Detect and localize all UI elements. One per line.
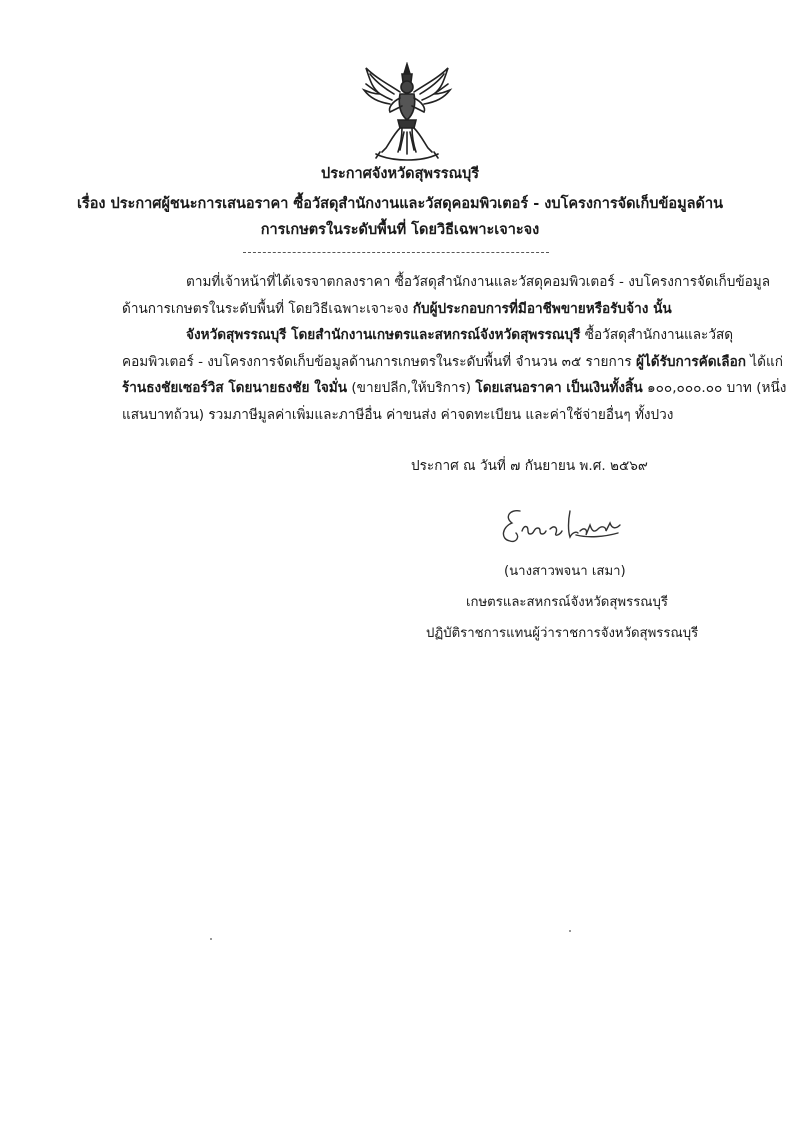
- p2-line2-part3: ได้แก่: [745, 354, 783, 370]
- p1-line2-part2: กับผู้ประกอบการที่มีอาชีพขายหรือรับจ้าง นั้น: [412, 301, 672, 317]
- p2-vendor: ร้านธงชัยเซอร์วิส โดยนายธงชัย ใจมั่น: [122, 380, 348, 396]
- subject-line-2: การเกษตรในระดับพื้นที่ โดยวิธีเฉพาะเจาะจง: [260, 222, 540, 238]
- scan-speck: [569, 930, 571, 932]
- body-p2-line3: [122, 376, 786, 398]
- announcement-date: ประกาศ ณ วันที่ ๗ กันยายน พ.ศ. ๒๕๖๙: [411, 458, 648, 474]
- p2-line2-part1: คอมพิวเตอร์ - งบโครงการจัดเก็บข้อมูลด้านการเกษตรในระดับพื้นที่ จำนวน ๓๕ รายการ: [122, 354, 636, 370]
- body-p2-line2: [122, 350, 783, 372]
- body-p1-line2: [122, 297, 672, 319]
- subject-line-1: เรื่อง ประกาศผู้ชนะการเสนอราคา ซื้อวัสดุสำนักงานและวัสดุคอมพิวเตอร์ - งบโครงการจัดเก็บข้อมูลด้าน: [76, 196, 724, 212]
- body-p1-line1: ตามที่เจ้าหน้าที่ได้เจรจาตกลงราคา ซื้อวัสดุสำนักงานและวัสดุคอมพิวเตอร์ - งบโครงการจัดเก็บข้อมูล: [186, 274, 771, 290]
- body-p2-line1: [186, 323, 733, 345]
- p2-amount: ๑๐๐,๐๐๐.๐๐ บาท (หนึ่ง: [642, 380, 787, 396]
- signature-mark: [498, 505, 628, 547]
- p1-line2-part1: ด้านการเกษตรในระดับพื้นที่ โดยวิธีเฉพาะเจาะจง: [122, 301, 413, 317]
- p2-vendor-type: (ขายปลีก,ให้บริการ): [347, 380, 476, 396]
- p2-selected-label: ผู้ได้รับการคัดเลือก: [635, 354, 746, 370]
- p2-province: จังหวัดสุพรรณบุรี: [186, 327, 287, 343]
- p2-offer-label: โดยเสนอราคา เป็นเงินทั้งสิ้น: [475, 380, 643, 396]
- garuda-emblem-icon: [360, 62, 454, 162]
- signer-name: (นางสาวพจนา เสมา): [504, 564, 626, 579]
- signer-position: เกษตรและสหกรณ์จังหวัดสุพรรณบุรี: [466, 595, 668, 610]
- title-separator: [243, 252, 549, 253]
- body-p2-line4: แสนบาทถ้วน) รวมภาษีมูลค่าเพิ่มและภาษีอื่น ค่าขนส่ง ค่าจดทะเบียน และค่าใช้จ่ายอื่นๆ ทั้งปวง: [122, 407, 674, 423]
- signer-acting: ปฏิบัติราชการแทนผู้ว่าราชการจังหวัดสุพรรณบุรี: [426, 626, 699, 641]
- scan-speck: [210, 938, 212, 940]
- p2-purchase: ซื้อวัสดุสำนักงานและวัสดุ: [580, 327, 734, 343]
- p2-office: โดยสำนักงานเกษตรและสหกรณ์จังหวัดสุพรรณบุรี: [286, 327, 581, 343]
- announcement-title: ประกาศจังหวัดสุพรรณบุรี: [320, 166, 480, 182]
